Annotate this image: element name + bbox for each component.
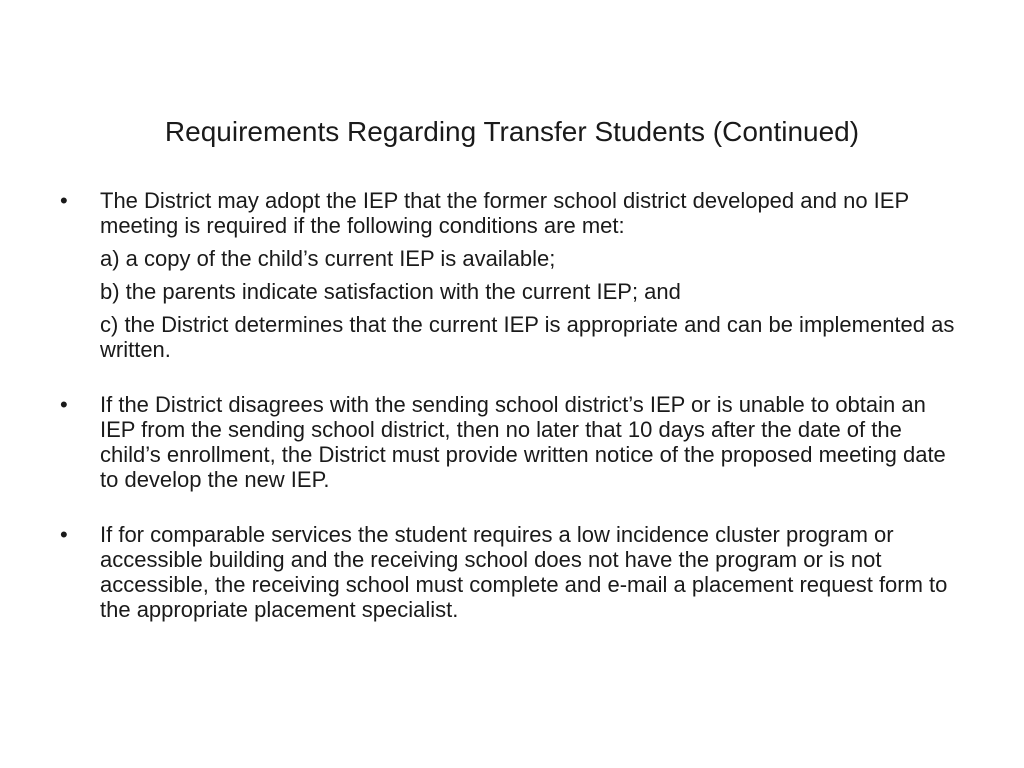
bullet-text: The District may adopt the IEP that the former school district developed and no IEP meeting is required if the following conditions are met:: [100, 188, 909, 238]
bullet-text: If the District disagrees with the sending school district’s IEP or is unable to obtain an IEP from the sending school district, then no later that 10 days after the date of the child’s enrollment, the District must provide written notice of the proposed meeting date to develop the new IEP.: [100, 392, 946, 492]
bullet-marker: •: [60, 392, 68, 417]
bullet-marker: •: [60, 522, 68, 547]
bullet-item-2: [60, 392, 960, 492]
sub-item-c: c) the District determines that the current IEP is appropriate and can be implemented as written.: [100, 312, 955, 362]
bullet-marker: •: [60, 188, 68, 213]
slide-title: Requirements Regarding Transfer Students (Continued): [164, 116, 860, 147]
slide-body: [60, 188, 960, 622]
sub-item-b: b) the parents indicate satisfaction with the current IEP; and: [100, 279, 681, 304]
sub-item-a: a) a copy of the child’s current IEP is available;: [100, 246, 556, 271]
bullet-item-3: [60, 522, 960, 622]
bullet-text: If for comparable services the student requires a low incidence cluster program or accessible building and the receiving school does not have the program or is not accessible, the receiving school must complete and e-mail a placement request form to the appropriate placement specialist.: [100, 522, 948, 622]
bullet-item-1: [60, 188, 960, 362]
